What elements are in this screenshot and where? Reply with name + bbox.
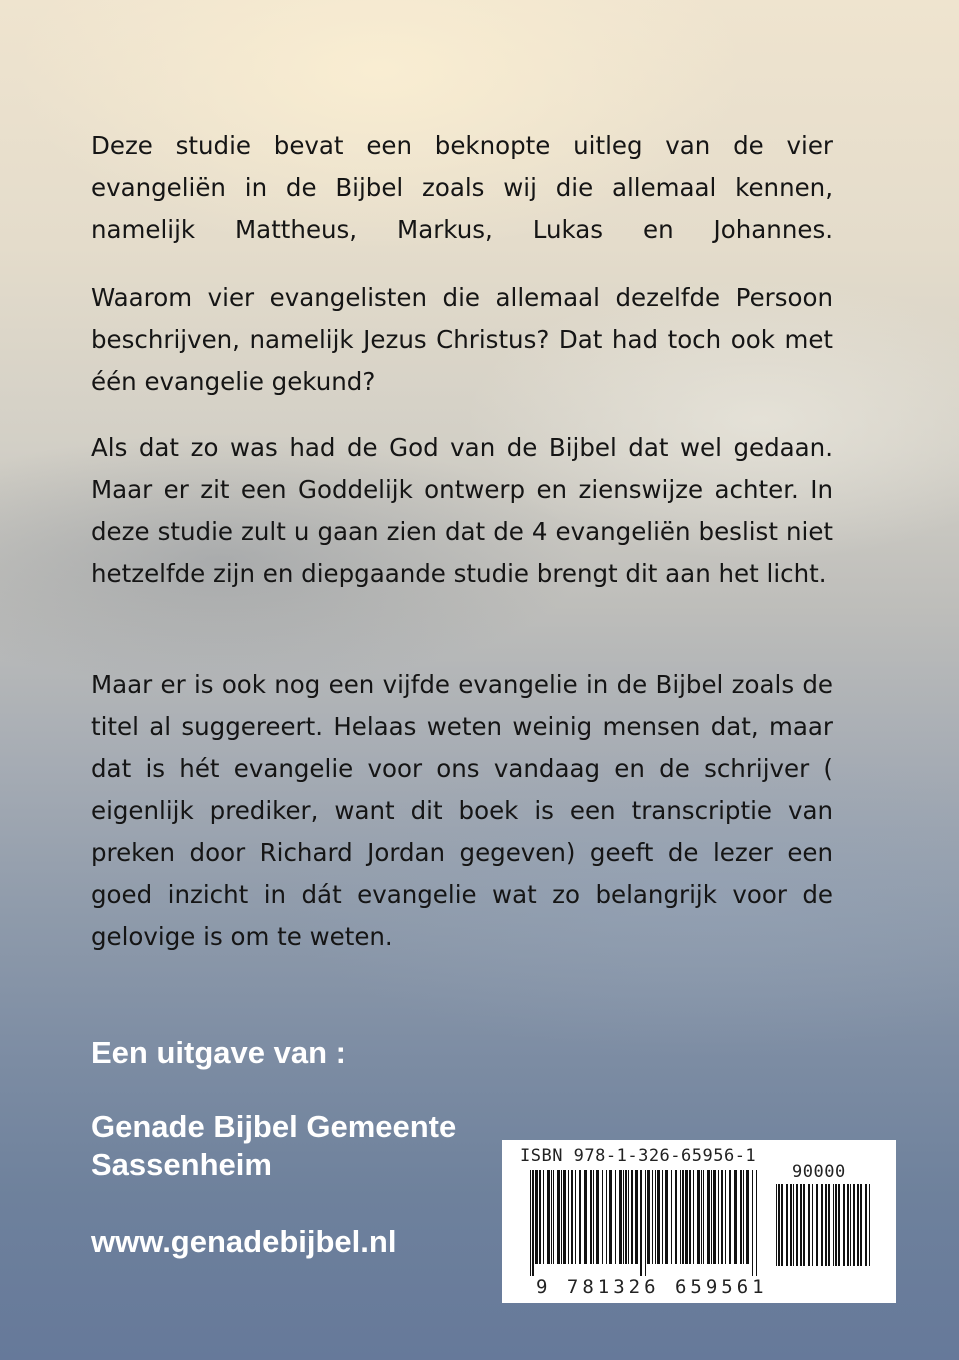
barcode-bar [778,1184,780,1266]
barcode-bar [671,1170,672,1264]
blurb-paragraph-3: Als dat zo was had de God van de Bijbel dat wel gedaan. Maar er zit een Goddelijk ontwerp en zienswijze achter. In deze studie zult u gaan zien dat de 4 evangeliën beslist niet hetzelfde zijn en diepgaande studie brengt dit aan het licht. [91,433,833,588]
barcode-bar [532,1170,534,1276]
barcode-bar [551,1170,552,1264]
barcode-bar [693,1170,694,1264]
barcode-bar [853,1184,855,1266]
barcode-bar [662,1170,663,1264]
barcode-bar [606,1170,607,1264]
barcode-bar [729,1170,731,1264]
barcode-bar [721,1170,723,1264]
barcode-bar [553,1170,554,1264]
barcode-bar [821,1184,823,1266]
barcode-bar [563,1170,566,1264]
barcode-bar [596,1170,599,1264]
publisher-name: Genade Bijbel Gemeente Sassenheim [91,1109,457,1182]
barcode-bar [584,1170,587,1264]
barcode-bar [647,1170,650,1264]
barcode-bar [655,1170,656,1264]
barcode-bar [535,1170,538,1264]
barcode-bar [547,1170,550,1264]
barcode-bar [725,1170,726,1264]
barcode-bar [756,1170,757,1276]
barcode-bar [793,1184,794,1266]
barcode-bar [682,1170,684,1264]
barcode-bar [857,1184,859,1266]
barcode-bar [590,1170,592,1264]
barcode-bar [635,1170,638,1264]
barcode-bar [713,1170,716,1264]
barcode-bar [865,1184,867,1266]
barcode-bar [561,1170,562,1264]
barcode-bar [835,1184,837,1266]
barcode-bar [843,1184,845,1266]
barcode-bar [828,1184,830,1266]
barcode-bar [711,1170,712,1264]
publisher-heading: Een uitgave van : [91,1035,346,1070]
barcode-bar [850,1184,851,1266]
barcode-bar [707,1170,710,1264]
price-code: 90000 [792,1162,846,1182]
barcode-bar [625,1170,627,1264]
barcode-bar [680,1170,681,1264]
barcode-bar [860,1184,862,1266]
blurb-paragraph-4: Maar er is ook nog een vijfde evangelie in de Bijbel zoals de titel al suggereert. Helaas weten weinig mensen dat, maar dat is hét evangelie voor ons vandaag en de schrijver ( eigenlijk prediker, want dit boek is een transcriptie van preken door Richard Jordan gegeven) geeft de lezer een goed inzicht in dát evangelie wat zo belangrijk voor de gelovige is om te weten. [91,670,833,951]
publisher-website: www.genadebijbel.nl [91,1224,397,1259]
barcode-bar [697,1170,700,1264]
barcode-bar [800,1184,802,1266]
barcode-bar [615,1170,616,1264]
barcode-bar [619,1170,622,1264]
barcode-bar [776,1184,777,1266]
barcode-bar [640,1170,642,1276]
isbn-label: ISBN 978-1-326-65956-1 [520,1146,757,1166]
barcode-bar [575,1170,576,1264]
barcode-bar [701,1170,702,1264]
barcode-bar [869,1184,870,1266]
barcode-bar [571,1170,573,1264]
barcode-digits: 9 781326 659561 [536,1276,768,1298]
barcode-bar [746,1170,749,1264]
barcode-bar [833,1184,834,1266]
barcode-bar [847,1184,849,1266]
barcode-bar [743,1170,744,1264]
addon-bars [776,1184,882,1278]
barcode-bar [530,1170,531,1276]
isbn-barcode [502,1140,896,1303]
blurb-paragraph-2: Waarom vier evangelisten die allemaal dezelfde Persoon beschrijven, namelijk Jezus Christus? Dat had toch ook met één evangelie gekund? [91,283,833,396]
barcode-bar [685,1170,688,1264]
barcode-bar [675,1170,677,1264]
barcode-bar [631,1170,633,1264]
barcode-bar [781,1184,783,1266]
barcode-bar [657,1170,660,1264]
barcode-bar [689,1170,691,1264]
barcode-bar [628,1170,629,1264]
barcode-bar [557,1170,560,1264]
barcode-bar [579,1170,581,1264]
barcode-bar [568,1170,569,1264]
barcode-bar [790,1184,792,1266]
barcode-bar [812,1184,813,1266]
barcode-bar [796,1184,798,1266]
barcode-bar [623,1170,624,1264]
barcode-bar [543,1170,544,1264]
barcode-bar [665,1170,668,1264]
barcode-bar [816,1184,818,1266]
barcode-bar [838,1184,840,1266]
blurb-paragraph-1: Deze studie bevat een beknopte uitleg van de vier evangeliën in de Bijbel zoals wij die allemaal kennen, namelijk Mattheus, Markus, Lukas en Johannes. [91,131,833,244]
barcode-bar [593,1170,594,1264]
ean13-bars [530,1170,766,1276]
barcode-bar [718,1170,719,1264]
barcode-bar [803,1184,805,1266]
barcode-bar [825,1184,827,1266]
barcode-bar [703,1170,704,1264]
barcode-bar [740,1170,742,1264]
barcode-bar [645,1170,646,1276]
barcode-bar [539,1170,541,1264]
barcode-bar [786,1184,788,1266]
barcode-bar [609,1170,612,1264]
barcode-bar [602,1170,603,1264]
barcode-bar [808,1184,810,1266]
barcode-bar [734,1170,737,1264]
barcode-bar [652,1170,653,1264]
barcode-bar [752,1170,753,1276]
